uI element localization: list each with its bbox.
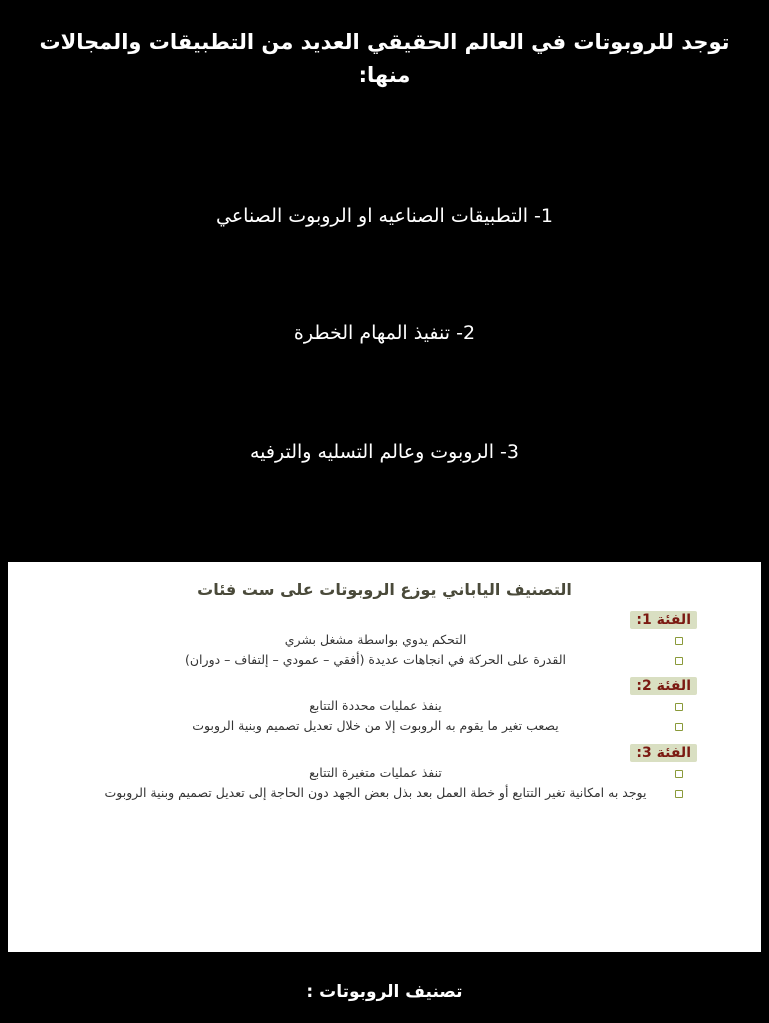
category-3-points <box>68 764 701 803</box>
category-header-row <box>68 671 701 697</box>
list-item: يوجد به امكانية تغير التتابع أو خطة العمل بعد بذل بعض الجهد دون الحاجة إلى تعديل تصميم وبنية الروبوت <box>68 784 683 803</box>
category-1-points <box>68 631 701 670</box>
list-item: تنفذ عمليات متغيرة التتابع <box>68 764 683 783</box>
category-badge-1: الفئة 1: <box>630 611 697 629</box>
category-header-row <box>68 738 701 764</box>
category-header-row <box>68 605 701 631</box>
bottom-caption: تصنيف الروبوتات : <box>306 982 463 1002</box>
category-badge-3: الفئة 3: <box>630 744 697 762</box>
list-item: 3- الروبوت وعالم التسليه والترفيه <box>250 441 519 464</box>
bottom-dark-strip <box>0 952 769 1023</box>
list-item: يصعب تغير ما يقوم به الروبوت إلا من خلال تعديل تصميم وبنية الروبوت <box>68 717 683 736</box>
category-badge-2: الفئة 2: <box>630 677 697 695</box>
page-title: توجد للروبوتات في العالم الحقيقي العديد من التطبيقات والمجالات منها: <box>39 30 730 87</box>
card-title: التصنيف الياباني يوزع الروبوتات على ست فئات <box>197 580 572 599</box>
list-item: 1- التطبيقات الصناعيه او الروبوت الصناعي <box>215 205 554 228</box>
list-item: ينفذ عمليات محددة التتابع <box>68 697 683 716</box>
category-2-points <box>68 697 701 736</box>
list-item: القدرة على الحركة في انجاهات عديدة (أفقي – عمودي – إلتفاف – دوران) <box>68 651 683 670</box>
classification-card <box>8 562 761 952</box>
list-item: 2- تنفيذ المهام الخطرة <box>293 322 476 345</box>
list-item: التحكم يدوي بواسطة مشغل بشري <box>68 631 683 650</box>
